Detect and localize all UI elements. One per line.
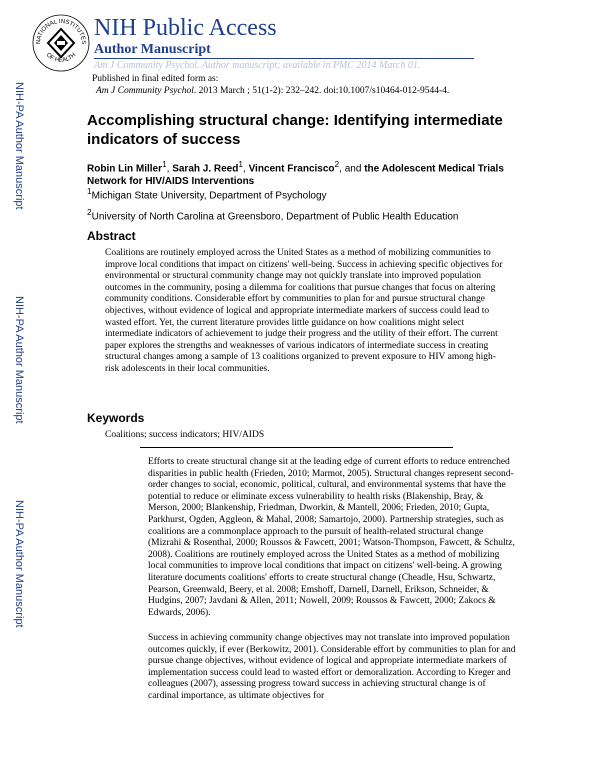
header-subtitle: Author Manuscript — [94, 42, 211, 57]
publication-citation — [96, 86, 449, 96]
abstract-text: Coalitions are routinely employed across the United States as a method of mobilizing communities to improve local conditions that impact on citizens' well-being. Success in achieving specific objectives for environmental or structural community change may not quickly translate into improved population outcomes in the community, posing a dilemma for coalitions that pursue changes that focus on altering community conditions. Considerable effort by communities to plan for and pursue structural change objectives, without evidence of logical and appropriate intermediate markers of success could lead to wasted effort. Yet, the current literature provides little guidance on how coalitions might select intermediate indicators of achievement to judge their progress and the utility of their effort. The current paper explores the strengths and weaknesses of various indicators of intermediate success in creating structural changes among a sample of 13 coalitions organized to prevent exposure to HIV among high-risk adolescents in their local communities. — [105, 248, 503, 374]
journal-name: Am J Community Psychol — [96, 86, 194, 96]
header-title: NIH Public Access — [94, 15, 277, 41]
author-name: Sarah J. Reed — [172, 163, 239, 175]
author-affiliation-marker: 1 — [238, 159, 243, 169]
header-availability-line: Am J Community Psychol. Author manuscript; available in PMC 2014 March 01. — [94, 60, 421, 71]
keywords-heading: Keywords — [87, 411, 145, 425]
side-banner-label: NIH-PA Author Manuscript — [13, 296, 25, 424]
side-banner-label: NIH-PA Author Manuscript — [13, 500, 25, 628]
side-banner-label: NIH-PA Author Manuscript — [13, 82, 25, 210]
abstract-heading: Abstract — [87, 229, 136, 243]
author-name: Robin Lin Miller — [87, 163, 162, 175]
published-label: Published in final edited form as: — [92, 74, 219, 84]
keywords-text: Coalitions; success indicators; HIV/AIDS — [105, 430, 265, 440]
citation-details: . 2013 March ; 51(1-2): 232–242. doi:10.1007/s10464-012-9544-4. — [193, 86, 450, 96]
affiliation: $^1$Michigan State University, Department of Psychology — [87, 186, 327, 202]
author-group: the Adolescent Medical Trials Network for HIV/AIDS Interventions — [87, 163, 504, 188]
body-paragraph: Success in achieving community change objectives may not translate into improved population outcomes quickly, if ever (Berkowitz, 2001). Considerable effort by communities to plan for and pursue change objectives, without evidence of logical and appropriate intermediate markers of implementation success could lead to wasted effort or demoralization. According to Kreger and colleagues (2007), assessing progress toward success in achieving structural change is of cardinal importance, as ultimate objectives for — [148, 633, 516, 701]
header-rule — [94, 58, 474, 59]
affiliation: $^2$University of North Carolina at Greensboro, Department of Public Health Education — [87, 207, 459, 223]
author-name: Vincent Francisco — [248, 163, 335, 175]
logo-text-bottom: OF HEALTH — [44, 52, 78, 64]
logo-text-top: NATIONAL INSTITUTES — [35, 18, 87, 45]
author-list: Robin Lin Miller$^1$, Sarah J. Reed$^1$, Vincent Francisco$^2$, and the Adolescent Medical Trials Network for HIV/AIDS Interventions — [87, 159, 504, 188]
body-paragraph: Efforts to create structural change sit at the leading edge of current efforts to reduce entrenched disparities in public health (Frieden, 2010; Marmot, 2005). Structural changes represent second-order changes to social, economic, political, cultural, and environmental systems that have the potential to reduce or eliminate excess vulnerability to health risks (Blakenship, Bray, & Merson, 2000; Blankenship, Friedman, Dworkin, & Mantell, 2006; Frieden, 2010; Gupta, Parkhurst, Ogden, Aggleon, & Mahal, 2008; Samartojo, 2000). Partnership strategies, such as coalitions are a commonplace approach to the pursuit of health-related structural change (Mizrahi & Rosenthal, 2000; Roussos & Fawcett, 2001; Watson-Thompson, Fawcett, & Schultz, 2008). Coalitions are routinely employed across the United States as a method of mobilizing local communities to improve local conditions that impact on citizens' well-being. A growing literature documents coalitions' efforts to create structural change (Cheadle, Hsu, Schwartz, Pearson, Greenwald, Beery, et al. 2008; Emshoff, Darnell, Darnell, Erikson, Schneider, & Hudgins, 2007; Javdani & Allen, 2011; Nowell, 2009; Roussos & Fawcett, 2000; Zakocs & Edwards, 2006). — [148, 457, 515, 618]
section-divider — [140, 447, 453, 448]
nih-seal-logo — [32, 14, 90, 72]
author-affiliation-marker: 1 — [162, 159, 167, 169]
author-affiliation-marker: 2 — [334, 159, 340, 169]
article-title: Accomplishing structural change: Identifying intermediate indicators of success — [87, 112, 503, 148]
